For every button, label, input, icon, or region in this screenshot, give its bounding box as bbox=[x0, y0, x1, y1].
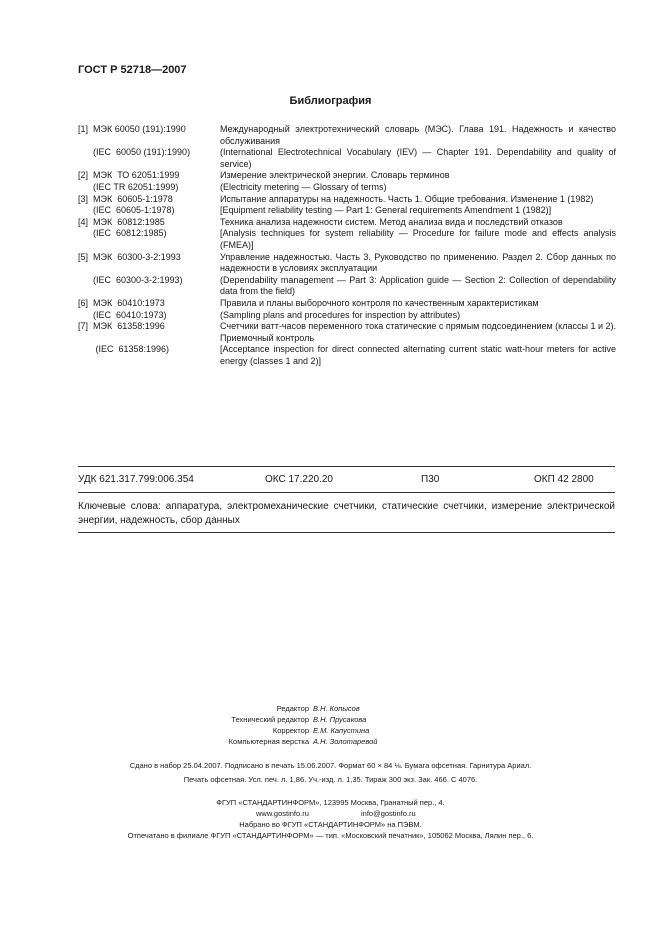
publisher-address: ФГУП «СТАНДАРТИНФОРМ», 123995 Москва, Гранатный пер., 4. bbox=[216, 798, 445, 807]
bib-entry bbox=[78, 275, 616, 298]
credit-name: В.Н. Копысов bbox=[313, 704, 360, 713]
bib-text: (International Electrotechnical Vocabulary (IEV) — Chapter 191. Dependability and quality of service) bbox=[220, 147, 616, 169]
bib-entry bbox=[78, 205, 616, 217]
bib-ref: (IEC TR 62051:1999) bbox=[78, 181, 179, 192]
bib-text: (Sampling plans and procedures for inspection by attributes) bbox=[220, 309, 461, 320]
bib-text: Международный электротехнический словарь (МЭС). Глава 191. Надежность и качество обслуживания bbox=[220, 124, 616, 146]
bib-entry bbox=[78, 170, 616, 182]
bottom-divider bbox=[78, 532, 615, 533]
credit-role: Компьютерная верстка bbox=[228, 737, 309, 746]
bib-entry bbox=[78, 147, 616, 170]
bibliography-list bbox=[78, 124, 616, 367]
bib-entry bbox=[78, 252, 616, 275]
p-code: П30 bbox=[421, 474, 440, 485]
bib-ref: [3] МЭК 60605-1:1978 bbox=[78, 193, 173, 204]
bib-ref: (IEC 60300-3-2:1993) bbox=[78, 274, 183, 285]
bib-text: Техника анализа надежности систем. Метод анализа вида и последствий отказов bbox=[220, 216, 563, 227]
credit-name: Е.М. Капустина bbox=[313, 726, 370, 735]
bib-ref: (IEC 60812:1985) bbox=[78, 228, 167, 239]
bib-ref: [1] МЭК 60050 (191):1990 bbox=[78, 124, 186, 134]
bib-entry bbox=[78, 194, 616, 206]
bib-ref: (IEC 60410:1973) bbox=[78, 309, 167, 320]
classification-row bbox=[78, 474, 615, 488]
section-title: Библиография bbox=[289, 95, 372, 107]
bib-ref: [6] МЭК 60410:1973 bbox=[78, 297, 165, 308]
bib-entry bbox=[78, 310, 616, 322]
bib-text: Управление надежностью. Часть 3. Руководство по применению. Раздел 2. Сбор данных по надежности в условиях эксплуатации bbox=[220, 251, 616, 274]
bib-text: [Equipment reliability testing — Part 1: General requirements Amendment 1 (1982)] bbox=[220, 205, 552, 216]
credit-role: Редактор bbox=[276, 704, 309, 713]
bib-ref: [7] МЭК 61358:1996 bbox=[78, 321, 165, 332]
credit-role: Корректор bbox=[272, 726, 309, 735]
udk-code: УДК 621.317.799:006.354 bbox=[78, 474, 194, 485]
bib-entry bbox=[78, 182, 616, 194]
bib-text: Правила и планы выборочного контроля по качественным характеристикам bbox=[220, 297, 539, 308]
bib-text: Испытание аппаратуры на надежность. Часть 1. Общие требования. Изменение 1 (1982) bbox=[220, 193, 594, 204]
bib-text: [Acceptance inspection for direct connected alternating current static watt-hour meters for active energy (classes 1 and 2)] bbox=[220, 344, 616, 366]
printed-note: Отпечатано в филиале ФГУП «СТАНДАРТИНФОРМ» — тип. «Московский печатник», 105062 Москва, Лялин пер., 6. bbox=[127, 831, 534, 840]
okp-code: ОКП 42 2800 bbox=[534, 474, 594, 485]
top-divider bbox=[78, 466, 615, 467]
print-info-line-1: Сдано в набор 25.04.2007. Подписано в печать 15.06.2007. Формат 60 × 84 ⅛. Бумага офсетная. Гарнитура Ариал. bbox=[129, 761, 532, 770]
credit-role: Технический редактор bbox=[231, 715, 309, 724]
bib-text: [Analysis techniques for system reliability — Procedure for failure mode and effects analysis (FMEA)] bbox=[220, 228, 616, 250]
middle-divider bbox=[78, 492, 615, 493]
bib-ref: [4] МЭК 60812:1985 bbox=[78, 216, 165, 227]
publisher-email: info@gostinfo.ru bbox=[361, 809, 416, 818]
bib-entry bbox=[78, 228, 616, 251]
bib-ref: (IEC 60605-1:1978) bbox=[78, 205, 175, 216]
bib-ref: [2] МЭК ТО 62051:1999 bbox=[78, 170, 180, 181]
bib-entry bbox=[78, 217, 616, 229]
typeset-note: Набрано во ФГУП «СТАНДАРТИНФОРМ» на ПЭВМ. bbox=[239, 820, 422, 829]
credit-name: А.Н. Золотаревой bbox=[313, 737, 378, 746]
bib-ref: (IEC 60050 (191):1990) bbox=[78, 147, 191, 158]
bib-ref: [5] МЭК 60300-3-2:1993 bbox=[78, 251, 181, 262]
document-header: ГОСТ Р 52718—2007 bbox=[78, 64, 187, 76]
keywords: Ключевые слова: аппаратура, электромеханические счетчики, статические счетчики, измерение электрической энергии, надежность, сбор данных bbox=[78, 501, 615, 526]
oks-code: ОКС 17.220.20 bbox=[265, 474, 333, 485]
publisher-website: www.gostinfo.ru bbox=[256, 809, 309, 818]
print-info-line-2: Печать офсетная. Усл. печ. л. 1,86. Уч.-изд. л. 1,35. Тираж 300 экз. Зак. 466. С 4076. bbox=[183, 775, 478, 784]
bib-entry bbox=[78, 124, 616, 147]
bib-entry bbox=[78, 298, 616, 310]
bib-entry bbox=[78, 321, 616, 344]
bib-text: Счетчики ватт-часов переменного тока статические с прямым подсоединением (классы 1 и 2). Приемочный контроль bbox=[220, 321, 616, 343]
bib-ref: (IEC 61358:1996) bbox=[78, 344, 170, 355]
bib-text: (Dependability management — Part 3: Application guide — Section 2: Collection of dependability data from the field) bbox=[220, 274, 616, 297]
credit-name: В.Н. Прусакова bbox=[313, 715, 367, 724]
bib-text: (Electricity metering — Glossary of terms) bbox=[220, 181, 387, 192]
bib-text: Измерение электрической энергии. Словарь терминов bbox=[220, 170, 450, 181]
bib-entry bbox=[78, 344, 616, 367]
